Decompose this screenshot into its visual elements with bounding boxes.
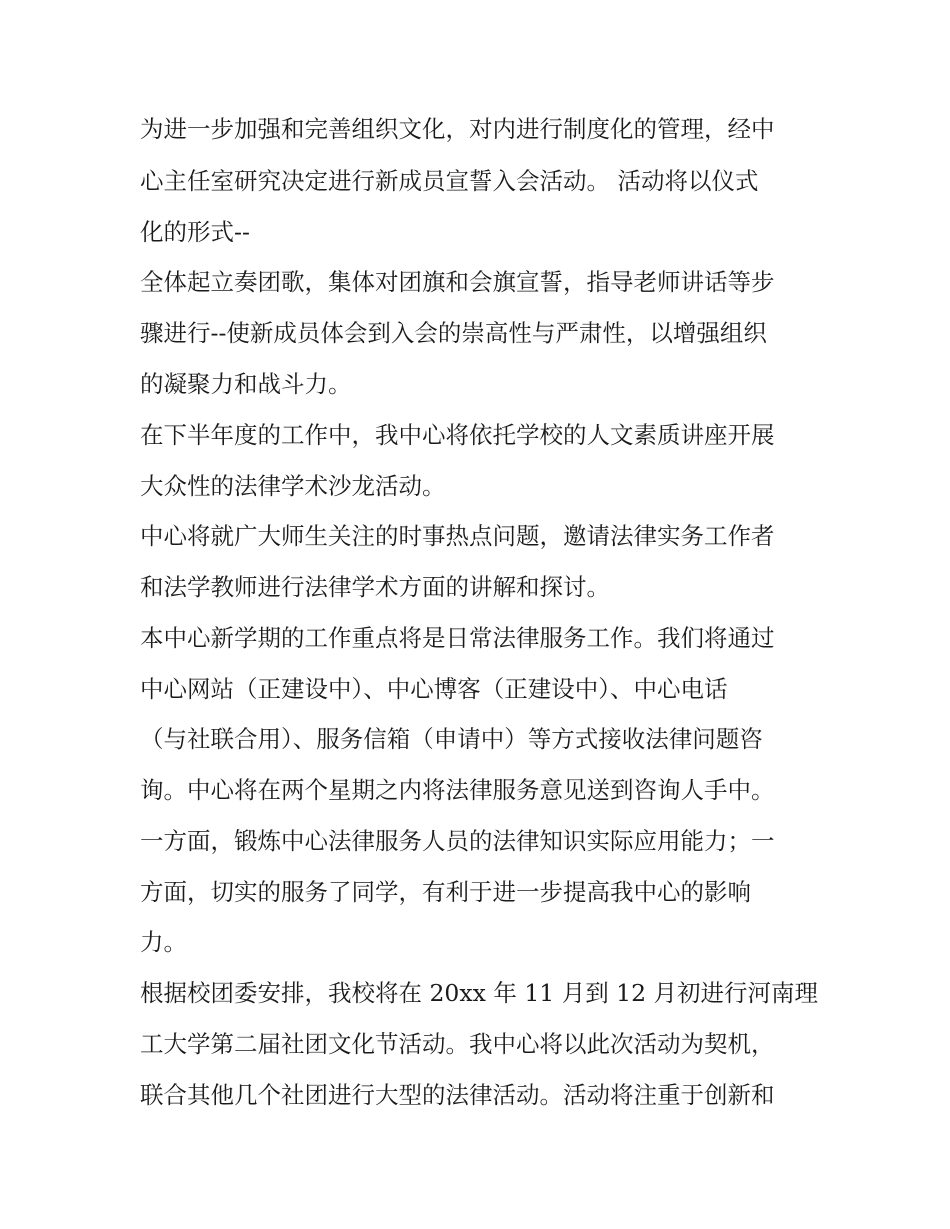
text-line: 根据校团委安排，我校将在 20xx 年 11 月到 12 月初进行河南理 xyxy=(140,979,819,1007)
text-line: 的凝聚力和战斗力。 xyxy=(140,370,352,398)
text-line: 中心将就广大师生关注的时事热点问题，邀请法律实务工作者 xyxy=(140,522,775,550)
text-line: 工大学第二届社团文化节活动。我中心将以此次活动为契机， xyxy=(140,1030,775,1058)
text-line: （与社联合用）、服务信箱（申请中）等方式接收法律问题咨 xyxy=(140,725,763,753)
text-line: 联合其他几个社团进行大型的法律活动。活动将注重于创新和 xyxy=(140,1081,775,1109)
text-line: 全体起立奏团歌，集体对团旗和会旗宣誓，指导老师讲话等步 xyxy=(140,268,775,296)
text-line: 心主任室研究决定进行新成员宣誓入会活动。 活动将以仪式 xyxy=(140,167,759,195)
text-line: 力。 xyxy=(140,928,187,956)
text-line: 一方面，锻炼中心法律服务人员的法律知识实际应用能力；一 xyxy=(140,827,775,855)
text-line: 和法学教师进行法律学术方面的讲解和探讨。 xyxy=(140,573,610,601)
text-line: 方面，切实的服务了同学，有利于进一步提高我中心的影响 xyxy=(140,878,751,906)
text-line: 大众性的法律学术沙龙活动。 xyxy=(140,472,446,500)
text-line: 在下半年度的工作中，我中心将依托学校的人文素质讲座开展 xyxy=(140,421,775,449)
text-line: 本中心新学期的工作重点将是日常法律服务工作。我们将通过 xyxy=(140,624,775,652)
text-line: 中心网站（正建设中）、中心博客（正建设中）、中心电话 xyxy=(140,675,728,703)
text-line: 化的形式-- xyxy=(140,218,250,246)
text-line: 骤进行--使新成员体会到入会的崇高性与严肃性，以增强组织 xyxy=(140,319,767,347)
text-line: 询。中心将在两个星期之内将法律服务意见送到咨询人手中。 xyxy=(140,776,775,804)
text-line: 为进一步加强和完善组织文化，对内进行制度化的管理，经中 xyxy=(140,115,775,143)
